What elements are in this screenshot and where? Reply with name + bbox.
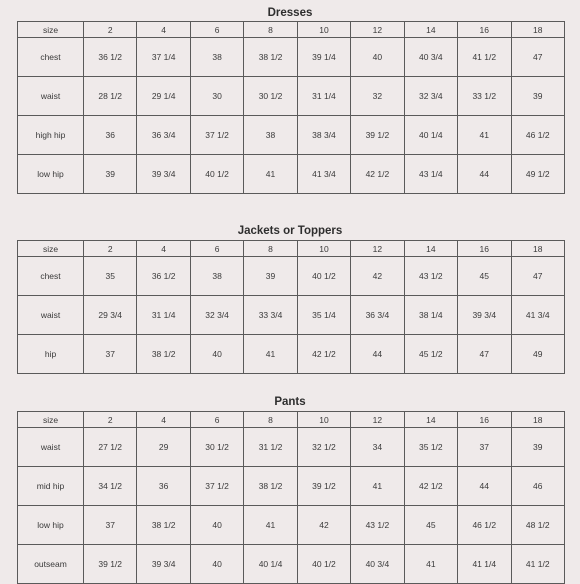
size-column-header: 10 — [297, 241, 350, 257]
measurement-value: 47 — [511, 38, 565, 77]
measurement-value: 32 1/2 — [297, 428, 350, 467]
measurement-value: 30 1/2 — [244, 77, 297, 116]
measurement-label: waist — [18, 296, 84, 335]
size-column-header: 2 — [84, 22, 137, 38]
pants-title: Pants — [274, 396, 306, 408]
dresses-size-table — [17, 21, 565, 194]
measurement-label: waist — [18, 77, 84, 116]
measurement-label: chest — [18, 38, 84, 77]
measurement-value: 39 — [244, 257, 297, 296]
table-row — [18, 77, 565, 116]
table-header-row — [18, 412, 565, 428]
measurement-value: 30 — [190, 77, 243, 116]
measurement-value: 38 1/2 — [137, 335, 190, 374]
measurement-value: 37 1/2 — [190, 116, 243, 155]
measurement-value: 40 3/4 — [404, 38, 457, 77]
measurement-value: 32 3/4 — [190, 296, 243, 335]
measurement-label: outseam — [18, 545, 84, 584]
measurement-value: 40 — [351, 38, 404, 77]
measurement-value: 31 1/4 — [297, 77, 350, 116]
table-row — [18, 116, 565, 155]
table-row — [18, 545, 565, 584]
size-column-header: 8 — [244, 22, 297, 38]
measurement-value: 42 1/2 — [297, 335, 350, 374]
size-column-header: 18 — [511, 412, 565, 428]
measurement-value: 37 — [84, 506, 137, 545]
measurement-value: 41 1/2 — [511, 545, 565, 584]
measurement-value: 29 3/4 — [84, 296, 137, 335]
size-column-header: 10 — [297, 22, 350, 38]
size-column-header: 12 — [351, 241, 404, 257]
size-column-header: 18 — [511, 241, 565, 257]
measurement-value: 45 1/2 — [404, 335, 457, 374]
measurement-value: 41 1/2 — [458, 38, 511, 77]
measurement-value: 37 1/2 — [190, 467, 243, 506]
table-row — [18, 506, 565, 545]
measurement-value: 40 1/2 — [297, 257, 350, 296]
measurement-value: 34 — [351, 428, 404, 467]
measurement-value: 40 3/4 — [351, 545, 404, 584]
size-column-header: 14 — [404, 241, 457, 257]
measurement-value: 39 3/4 — [458, 296, 511, 335]
measurement-value: 44 — [458, 155, 511, 194]
measurement-value: 39 1/2 — [84, 545, 137, 584]
size-column-header: 4 — [137, 241, 190, 257]
measurement-value: 39 3/4 — [137, 155, 190, 194]
measurement-label: chest — [18, 257, 84, 296]
measurement-value: 39 — [84, 155, 137, 194]
measurement-value: 38 1/4 — [404, 296, 457, 335]
measurement-value: 36 3/4 — [351, 296, 404, 335]
measurement-value: 33 3/4 — [244, 296, 297, 335]
size-column-header: 4 — [137, 22, 190, 38]
measurement-label: mid hip — [18, 467, 84, 506]
measurement-value: 48 1/2 — [511, 506, 565, 545]
measurement-value: 41 — [458, 116, 511, 155]
measurement-value: 36 — [84, 116, 137, 155]
measurement-value: 46 1/2 — [458, 506, 511, 545]
measurement-value: 38 1/2 — [244, 38, 297, 77]
table-row — [18, 296, 565, 335]
pants-size-table — [17, 411, 565, 584]
size-column-header: 2 — [84, 412, 137, 428]
measurement-value: 39 — [511, 77, 565, 116]
table-row — [18, 428, 565, 467]
size-column-header: 12 — [351, 22, 404, 38]
measurement-value: 27 1/2 — [84, 428, 137, 467]
size-column-header: 12 — [351, 412, 404, 428]
size-column-header: 6 — [190, 241, 243, 257]
table-row — [18, 155, 565, 194]
measurement-value: 46 — [511, 467, 565, 506]
measurement-value: 38 — [244, 116, 297, 155]
measurement-value: 49 — [511, 335, 565, 374]
measurement-value: 38 — [190, 38, 243, 77]
measurement-value: 41 — [244, 155, 297, 194]
measurement-value: 40 — [190, 545, 243, 584]
measurement-value: 42 — [351, 257, 404, 296]
measurement-label: waist — [18, 428, 84, 467]
measurement-value: 41 — [404, 545, 457, 584]
size-header-cell: size — [18, 22, 84, 38]
table-row — [18, 335, 565, 374]
measurement-value: 40 1/4 — [404, 116, 457, 155]
size-column-header: 16 — [458, 412, 511, 428]
measurement-value: 37 — [458, 428, 511, 467]
measurement-value: 30 1/2 — [190, 428, 243, 467]
size-column-header: 6 — [190, 412, 243, 428]
table-row — [18, 38, 565, 77]
measurement-value: 41 — [351, 467, 404, 506]
measurement-value: 45 — [458, 257, 511, 296]
measurement-value: 44 — [458, 467, 511, 506]
measurement-value: 36 1/2 — [84, 38, 137, 77]
measurement-value: 33 1/2 — [458, 77, 511, 116]
measurement-value: 36 3/4 — [137, 116, 190, 155]
measurement-value: 40 1/2 — [190, 155, 243, 194]
jackets-title: Jackets or Toppers — [237, 225, 343, 237]
measurement-value: 32 3/4 — [404, 77, 457, 116]
measurement-value: 35 1/2 — [404, 428, 457, 467]
size-header-cell: size — [18, 241, 84, 257]
measurement-label: hip — [18, 335, 84, 374]
measurement-value: 39 1/2 — [351, 116, 404, 155]
measurement-value: 35 — [84, 257, 137, 296]
table-row — [18, 257, 565, 296]
table-header-row — [18, 22, 565, 38]
measurement-value: 49 1/2 — [511, 155, 565, 194]
measurement-value: 31 1/2 — [244, 428, 297, 467]
measurement-value: 40 — [190, 335, 243, 374]
measurement-value: 38 1/2 — [244, 467, 297, 506]
size-column-header: 18 — [511, 22, 565, 38]
measurement-value: 43 1/4 — [404, 155, 457, 194]
measurement-value: 44 — [351, 335, 404, 374]
size-column-header: 10 — [297, 412, 350, 428]
size-column-header: 14 — [404, 412, 457, 428]
measurement-value: 31 1/4 — [137, 296, 190, 335]
measurement-label: low hip — [18, 506, 84, 545]
measurement-label: low hip — [18, 155, 84, 194]
measurement-value: 41 1/4 — [458, 545, 511, 584]
measurement-value: 42 1/2 — [404, 467, 457, 506]
measurement-value: 40 1/4 — [244, 545, 297, 584]
measurement-value: 43 1/2 — [351, 506, 404, 545]
measurement-value: 39 — [511, 428, 565, 467]
measurement-value: 42 1/2 — [351, 155, 404, 194]
measurement-value: 39 1/4 — [297, 38, 350, 77]
measurement-label: high hip — [18, 116, 84, 155]
measurement-value: 35 1/4 — [297, 296, 350, 335]
measurement-value: 41 — [244, 335, 297, 374]
size-column-header: 16 — [458, 241, 511, 257]
measurement-value: 46 1/2 — [511, 116, 565, 155]
measurement-value: 45 — [404, 506, 457, 545]
measurement-value: 40 — [190, 506, 243, 545]
measurement-value: 42 — [297, 506, 350, 545]
size-column-header: 16 — [458, 22, 511, 38]
size-column-header: 8 — [244, 412, 297, 428]
size-column-header: 8 — [244, 241, 297, 257]
measurement-value: 47 — [511, 257, 565, 296]
measurement-value: 28 1/2 — [84, 77, 137, 116]
measurement-value: 39 1/2 — [297, 467, 350, 506]
measurement-value: 29 1/4 — [137, 77, 190, 116]
measurement-value: 43 1/2 — [404, 257, 457, 296]
size-column-header: 2 — [84, 241, 137, 257]
measurement-value: 40 1/2 — [297, 545, 350, 584]
measurement-value: 38 3/4 — [297, 116, 350, 155]
measurement-value: 41 3/4 — [297, 155, 350, 194]
size-header-cell: size — [18, 412, 84, 428]
size-column-header: 14 — [404, 22, 457, 38]
measurement-value: 41 3/4 — [511, 296, 565, 335]
dresses-title: Dresses — [267, 7, 313, 19]
table-row — [18, 467, 565, 506]
measurement-value: 36 1/2 — [137, 257, 190, 296]
measurement-value: 29 — [137, 428, 190, 467]
jackets-size-table — [17, 240, 565, 374]
measurement-value: 37 — [84, 335, 137, 374]
measurement-value: 37 1/4 — [137, 38, 190, 77]
measurement-value: 32 — [351, 77, 404, 116]
size-column-header: 4 — [137, 412, 190, 428]
table-header-row — [18, 241, 565, 257]
measurement-value: 41 — [244, 506, 297, 545]
measurement-value: 38 1/2 — [137, 506, 190, 545]
measurement-value: 39 3/4 — [137, 545, 190, 584]
size-column-header: 6 — [190, 22, 243, 38]
measurement-value: 34 1/2 — [84, 467, 137, 506]
measurement-value: 47 — [458, 335, 511, 374]
measurement-value: 38 — [190, 257, 243, 296]
measurement-value: 36 — [137, 467, 190, 506]
